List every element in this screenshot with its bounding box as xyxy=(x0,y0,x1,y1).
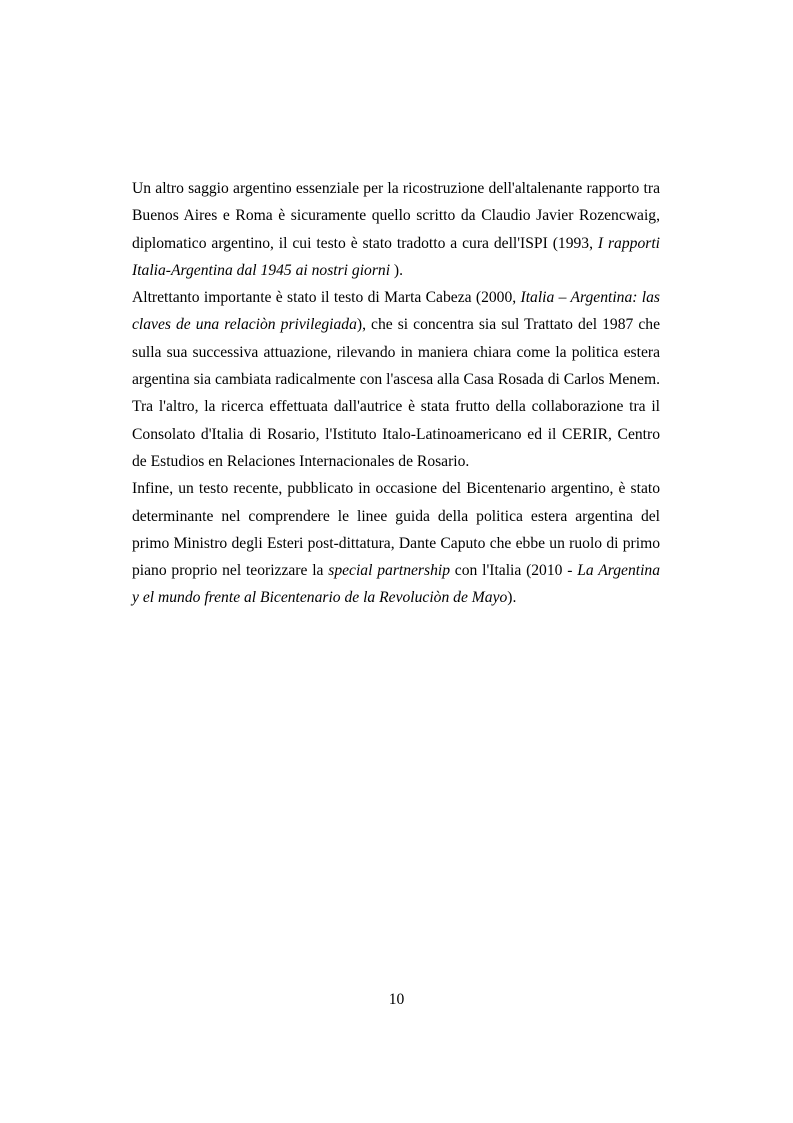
paragraph-3-text: Infine, un testo recente, pubblicato in occasione del Bicentenario argentino, è stato determinante nel comprendere le linee guida della politica estera argentina del primo Ministro degli Esteri post-dittatura, Dante Caputo che ebbe un ruolo di primo piano proprio nel teorizzare la xyxy=(132,480,660,580)
paragraph-3 xyxy=(132,475,660,611)
paragraph-1-italic-title: I rapporti Italia-Argentina dal 1945 ai nostri giorni xyxy=(132,234,660,279)
paragraph-2-tail: ), che si concentra sia sul Trattato del 1987 che sulla sua successiva attuazione, rilevando in maniera chiara come la politica estera argentina sia cambiata radicalmente con l'ascesa alla Casa Rosada di Carlos Menem. Tra l'altro, la ricerca effettuata dall'autrice è stata frutto della collaborazione tra il Consolato d'Italia di Rosario, l'Istituto Italo-Latinoamericano ed il CERIR, Centro de Estudios en Relaciones Internacionales de Rosario. xyxy=(132,316,660,470)
body-text xyxy=(132,175,660,612)
paragraph-1-tail: ). xyxy=(390,261,404,279)
paragraph-1 xyxy=(132,175,660,284)
paragraph-3-italic-term: special partnership xyxy=(328,562,451,580)
paragraph-2-italic-title: Italia – Argentina: las claves de una relaciòn privilegiada xyxy=(132,289,660,334)
paragraph-2 xyxy=(132,284,660,475)
paragraph-3-middle: con l'Italia (2010 - xyxy=(450,562,578,580)
paragraph-3-tail: ). xyxy=(507,589,517,607)
paragraph-3-italic-title: La Argentina y el mundo frente al Bicentenario de la Revoluciòn de Mayo xyxy=(132,562,660,607)
paragraph-1-text: Un altro saggio argentino essenziale per la ricostruzione dell'altalenante rapporto tra Buenos Aires e Roma è sicuramente quello scritto da Claudio Javier Rozencwaig, diplomatico argentino, il cui testo è stato tradotto a cura dell'ISPI (1993, xyxy=(132,180,660,252)
page-number: 10 xyxy=(388,991,405,1008)
paragraph-2-text: Altrettanto importante è stato il testo di Marta Cabeza (2000, xyxy=(132,289,521,307)
